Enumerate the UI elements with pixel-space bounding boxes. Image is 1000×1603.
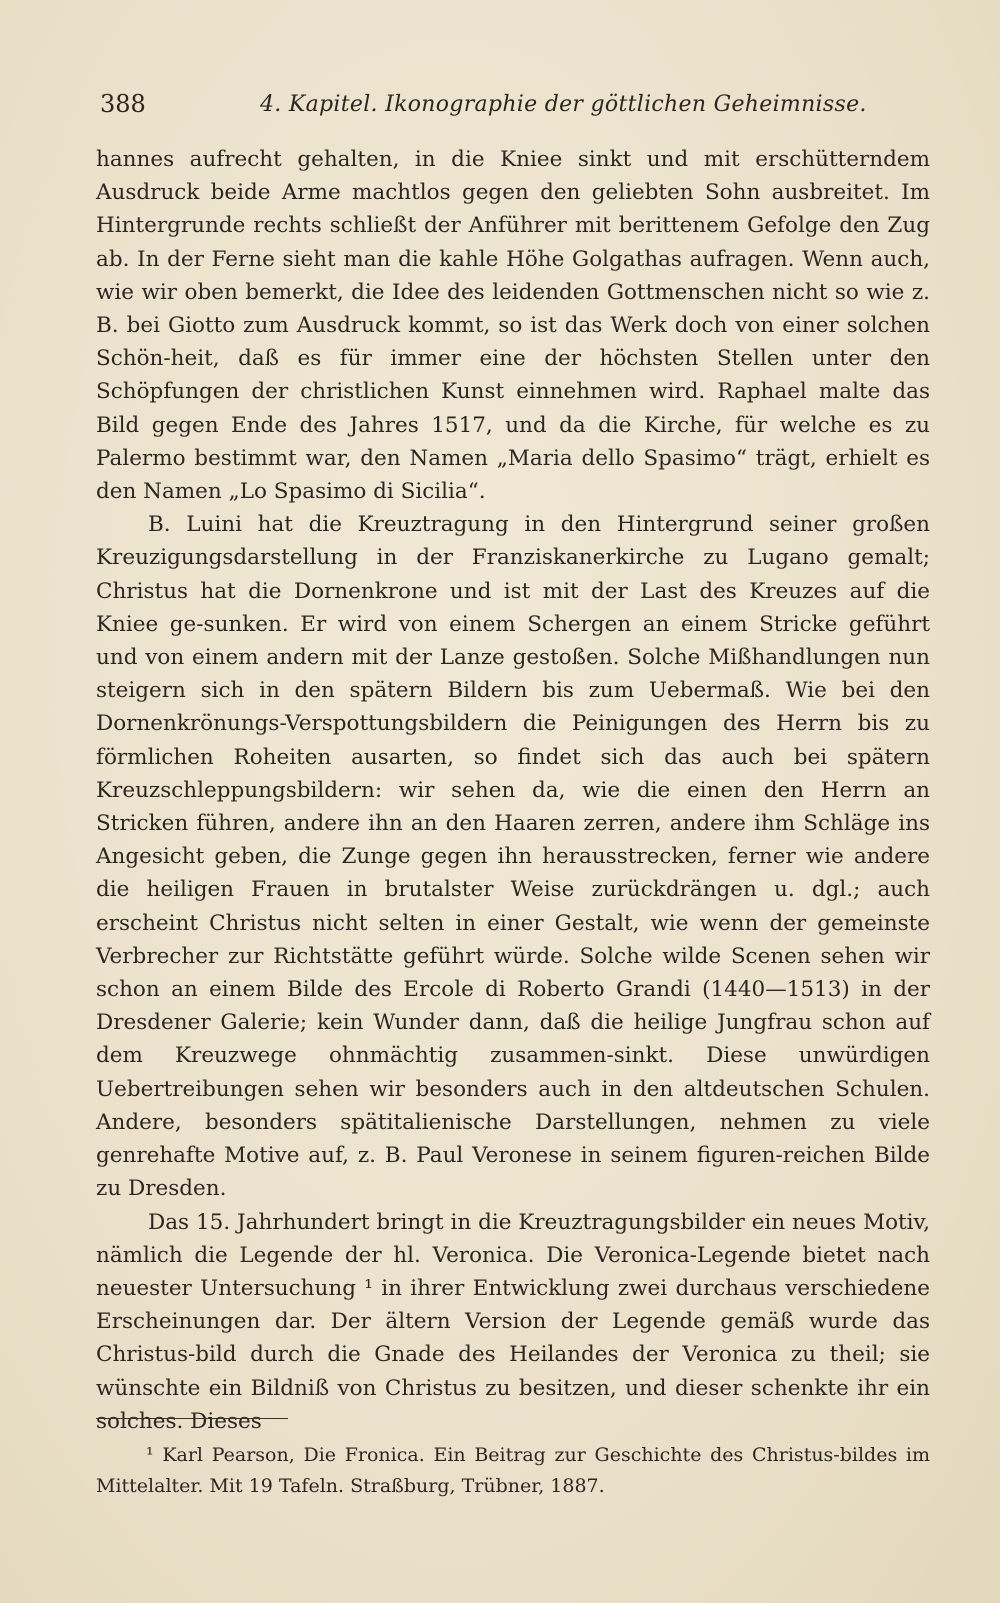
footnote [96,1440,930,1502]
paragraph-1: hannes aufrecht gehalten, in die Kniee sinkt und mit erschütterndem Ausdruck beide Arme machtlos gegen den geliebten Sohn ausbreitet. Im Hintergrunde rechts schließt der Anführer mit berittenem Gefolge den Zug ab. In der Ferne sieht man die kahle Höhe Golgathas aufragen. Wenn auch, wie wir oben bemerkt, die Idee des leidenden Gottmenschen nicht so wie z. B. bei Giotto zum Ausdruck kommt, so ist das Werk doch von einer solchen Schön-heit, daß es für immer eine der höchsten Stellen unter den Schöpfungen der christlichen Kunst einnehmen wird. Raphael malte das Bild gegen Ende des Jahres 1517, und da die Kirche, für welche es zu Palermo bestimmt war, den Namen „Maria dello Spasimo“ trägt, erhielt es den Namen „Lo Spasimo di Sicilia“. [96,147,930,505]
body-text [96,143,930,1438]
paragraph-2: B. Luini hat die Kreuztragung in den Hintergrund seiner großen Kreuzigungsdarstellung in der Franziskanerkirche zu Lugano gemalt; Christus hat die Dornenkrone und ist mit der Last des Kreuzes auf die Kniee ge-sunken. Er wird von einem Schergen an einem Stricke geführt und von einem andern mit der Lanze gestoßen. Solche Mißhandlungen nun steigern sich in den spätern Bildern bis zum Uebermaß. Wie bei den Dornenkrönungs-Verspottungsbildern die Peinigungen des Herrn bis zu förmlichen Roheiten ausarten, so findet sich das auch bei spätern Kreuzschleppungsbildern: wir sehen da, wie die einen den Herrn an Stricken führen, andere ihn an den Haaren zerren, andere ihm Schläge ins Angesicht geben, die Zunge gegen ihn herausstrecken, ferner wie andere die heiligen Frauen in brutalster Weise zurückdrängen u. dgl.; auch erscheint Christus nicht selten in einer Gestalt, wie wenn der gemeinste Verbrecher zur Richtstätte geführt würde. Solche wilde Scenen sehen wir schon an einem Bilde des Ercole di Roberto Grandi (1440—1513) in der Dresdener Galerie; kein Wunder dann, daß die heilige Jungfrau schon auf dem Kreuzwege ohnmächtig zusammen-sinkt. Diese unwürdigen Uebertreibungen sehen wir besonders auch in den altdeutschen Schulen. Andere, besonders spätitalienische Darstellungen, nehmen zu viele genrehafte Motive auf, z. B. Paul Veronese in seinem figuren-reichen Bilde zu Dresden. [96,512,930,1202]
footnote-text: ¹ Karl Pearson, Die Fronica. Ein Beitrag zur Geschichte des Christus-bildes im Mittelalter. Mit 19 Tafeln. Straßburg, Trübner, 1887. [96,1444,930,1497]
footnote-divider [96,1418,288,1419]
running-head: 4. Kapitel. Ikonographie der göttlichen Geheimnisse. [260,92,867,117]
page-number: 388 [100,90,146,118]
paragraph-3: Das 15. Jahrhundert bringt in die Kreuztragungsbilder ein neues Motiv, nämlich die Legende der hl. Veronica. Die Veronica-Legende bietet nach neuester Untersuchung ¹ in ihrer Entwicklung zwei durchaus verschiedene Erscheinungen dar. Der ältern Version der Legende gemäß wurde das Christus-bild durch die Gnade des Heilandes der Veronica zu theil; sie wünschte ein Bildniß von Christus zu besitzen, und dieser schenkte ihr ein solches. Dieses [96,1209,930,1434]
page-header [100,90,930,130]
